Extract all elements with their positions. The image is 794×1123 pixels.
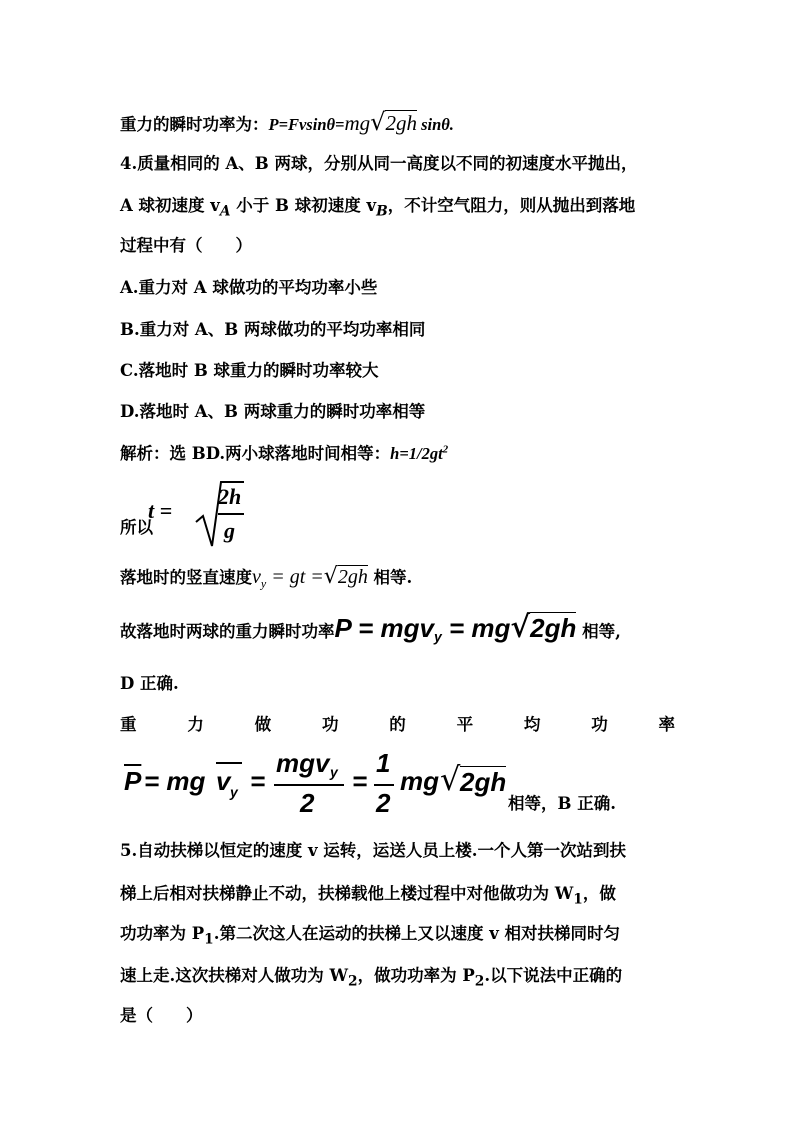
sqrt-symbol: √ — [440, 760, 461, 798]
sub-b: B — [376, 203, 388, 220]
subscript-1: 1 — [204, 931, 214, 948]
subscript-2: 2 — [348, 973, 358, 990]
avg-power-formula — [120, 748, 680, 828]
formula-sin-theta: sinθ. — [416, 115, 454, 134]
formula-h: h=1/2gt — [390, 444, 443, 463]
q5-l2-part: ，做 — [582, 884, 616, 903]
overline-bar — [216, 762, 242, 764]
label-vertical-speed: 落地时的竖直速度 — [120, 568, 252, 587]
formula-eq-mg: = mg — [144, 766, 206, 796]
q5-l3-part: 功功率为 P — [120, 924, 205, 943]
equals-sign: = — [352, 766, 368, 796]
avg-power-heading — [120, 711, 675, 735]
sqrt-symbol: √ — [510, 610, 531, 645]
fraction-numerator: mgv — [276, 748, 330, 778]
fraction-bar — [374, 784, 394, 786]
formula-t-eq: t = — [148, 498, 173, 523]
vy-line — [120, 564, 412, 591]
half-numerator: 1 — [376, 748, 391, 778]
q4-option-b: B.重力对 A、B 两球做功的平均功率相同 — [120, 320, 426, 339]
power-line — [120, 610, 621, 645]
q4-l2-part: A 球初速度 v — [120, 196, 220, 215]
fraction-numerator: 2h — [218, 484, 242, 509]
fraction-denominator: 2 — [300, 788, 315, 818]
label-equal: 相等. — [367, 568, 413, 587]
heading-char: 功 — [591, 715, 608, 734]
solution-line-1 — [120, 440, 448, 464]
formula-p-mgv: P = mgv — [334, 613, 434, 643]
q5-l2-part: 梯上后相对扶梯静止不动，扶梯载他上楼过程中对他做功为 W — [120, 884, 574, 903]
label-suoyi: 所以 — [120, 518, 153, 537]
radicand-2gh: 2gh — [385, 111, 417, 135]
subscript-2: 2 — [474, 973, 485, 990]
q4-l2-part: ，不计空气阻力，则从抛出到落地 — [387, 196, 636, 215]
q4-line-1: 4.质量相同的 A、B 两球，分别从同一高度以不同的初速度水平抛出， — [120, 154, 638, 173]
superscript-2: 2 — [442, 443, 449, 456]
q4-line-3: 过程中有（ ） — [120, 236, 252, 255]
q5-l3-part: .第二次这人在运动的扶梯上又以速度 v 相对扶梯同时匀 — [213, 924, 621, 943]
label-equal: 相等, — [576, 622, 621, 641]
sqrt-symbol: √ — [323, 564, 338, 589]
sqrt-symbol: √ — [370, 108, 386, 136]
q4-option-d: D.落地时 A、B 两球重力的瞬时功率相等 — [120, 402, 426, 421]
formula-p-fv: P=Fvsinθ= — [268, 115, 345, 134]
q5-l4-part: 速上走.这次扶梯对人做功为 W — [120, 966, 349, 985]
fraction-bar — [274, 784, 344, 786]
heading-char: 率 — [658, 715, 675, 734]
heading-char: 平 — [456, 715, 474, 734]
label-b-correct: 相等，B 正确. — [508, 794, 616, 813]
fraction-bar — [218, 513, 244, 515]
radicand-2gh: 2gh — [337, 566, 368, 588]
subscript-y: y — [260, 576, 267, 591]
heading-char: 的 — [389, 715, 406, 734]
heading-char: 均 — [523, 715, 541, 734]
subscript-y: y — [230, 784, 238, 800]
q5-line-2 — [120, 880, 616, 907]
q4-option-a: A.重力对 A 球做功的平均功率小些 — [120, 278, 378, 297]
q5-l4-part: ，做功功率为 P — [357, 966, 475, 985]
subscript-y: y — [330, 764, 338, 780]
formula-gt: = gt = — [266, 566, 324, 588]
q4-l2-part: 小于 B 球初速度 v — [230, 196, 377, 215]
q5-line-5: 是（ ） — [120, 1006, 203, 1025]
half-denominator: 2 — [376, 788, 391, 818]
q5-line-3 — [120, 920, 620, 947]
q5-l4-part: .以下说法中正确的 — [484, 966, 623, 985]
heading-char: 重 — [120, 715, 137, 734]
q5-line-4 — [120, 962, 622, 989]
q5-line-1: 5.自动扶梯以恒定的速度 v 运转，运送人员上楼.一个人第一次站到扶 — [120, 841, 627, 860]
formula-mg: mg — [400, 766, 439, 796]
q4-option-c: C.落地时 B 球重力的瞬时功率较大 — [120, 361, 379, 380]
sub-a: A — [219, 203, 231, 220]
formula-mg: = mg — [441, 613, 511, 643]
solution-intro: 解析：选 BD.两小球落地时间相等： — [120, 444, 391, 463]
subscript-y: y — [433, 628, 442, 645]
heading-char: 力 — [187, 715, 204, 734]
q4-line-2 — [120, 192, 635, 219]
radicand-2gh: 2gh — [530, 613, 577, 643]
subscript-1: 1 — [573, 891, 583, 908]
d-correct: D 正确. — [120, 674, 179, 693]
heading-char: 做 — [254, 715, 272, 734]
radicand-2gh: 2gh — [460, 767, 507, 797]
fraction-denominator: g — [224, 518, 235, 543]
formula-mg: mg — [344, 111, 371, 135]
heading-char: 功 — [321, 715, 339, 734]
formula-p-bar: $\overline{P}$ — [124, 766, 142, 796]
equals-sign: = — [250, 766, 266, 796]
label-instant-power-both: 故落地时两球的重力瞬时功率 — [120, 622, 335, 641]
text-line-instant-power — [120, 108, 454, 136]
formula-v: v — [252, 566, 261, 588]
formula-v-bar: v — [216, 766, 231, 796]
label-instant-power: 重力的瞬时功率为： — [120, 115, 269, 134]
